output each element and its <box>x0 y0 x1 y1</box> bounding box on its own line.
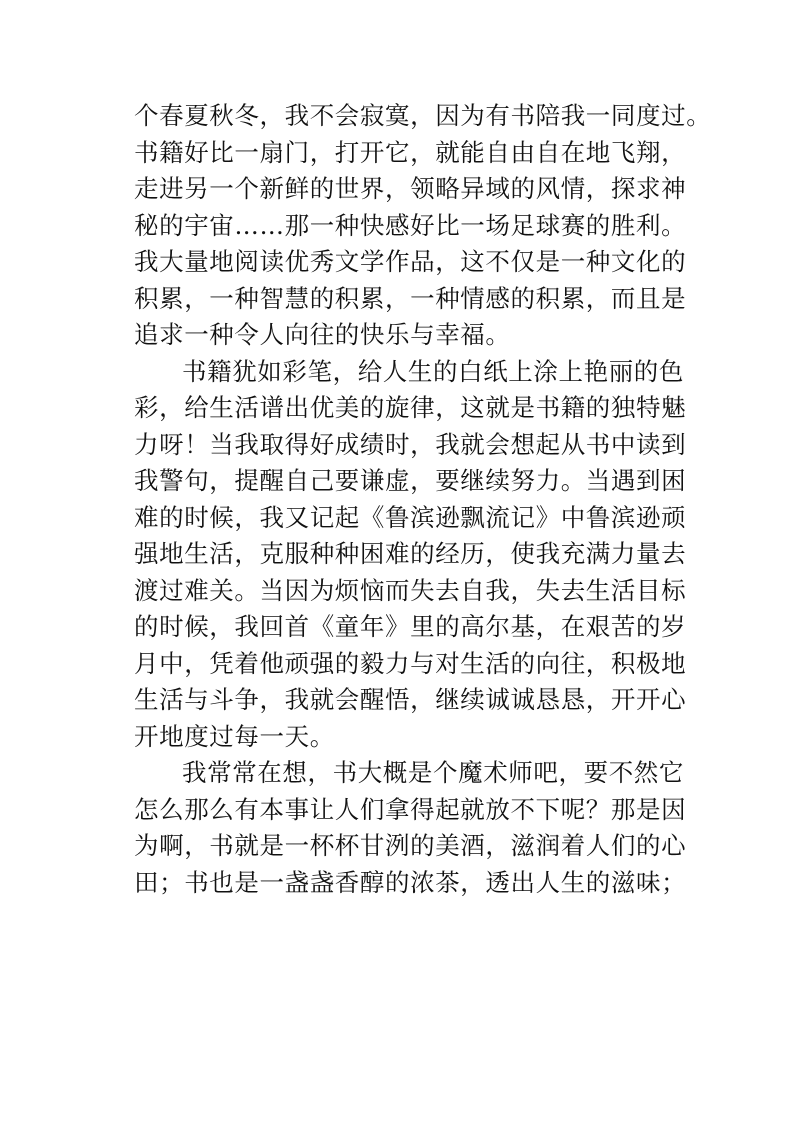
document-body <box>134 98 712 901</box>
text-line: 书籍好比一扇门，打开它，就能自由自在地飞翔， <box>134 137 687 167</box>
text-line: 难的时候，我又记起《鲁滨逊飘流记》中鲁滨逊顽 <box>134 502 687 532</box>
text-line: 怎么那么有本事让人们拿得起就放不下呢？那是因 <box>134 794 687 824</box>
text-line: 田；书也是一盏盏香醇的浓茶，透出人生的滋味； <box>134 867 687 897</box>
paragraph <box>134 98 712 354</box>
text-line: 月中，凭着他顽强的毅力与对生活的向往，积极地 <box>134 648 687 678</box>
text-line: 力呀！当我取得好成绩时，我就会想起从书中读到 <box>134 429 687 459</box>
text-line: 我常常在想，书大概是个魔术师吧，要不然它 <box>182 758 684 787</box>
paragraph <box>134 755 687 901</box>
text-line: 积累，一种智慧的积累，一种情感的积累，而且是 <box>134 283 687 313</box>
text-line: 追求一种令人向往的快乐与幸福。 <box>134 320 511 349</box>
text-line: 我大量地阅读优秀文学作品，这不仅是一种文化的 <box>134 247 687 276</box>
text-line: 我警句，提醒自己要谦虚，要继续努力。当遇到困 <box>134 466 687 495</box>
text-line: 为啊，书就是一杯杯甘洌的美酒，滋润着人们的心 <box>134 831 687 860</box>
text-line: 强地生活，克服种种困难的经历，使我充满力量去 <box>134 539 687 568</box>
text-line: 秘的宇宙……那一种快感好比一场足球赛的胜利。 <box>134 210 687 240</box>
paragraph <box>134 354 687 756</box>
text-line: 个春夏秋冬，我不会寂寞，因为有书陪我一同度过。 <box>134 101 712 130</box>
text-line: 生活与斗争，我就会醒悟，继续诚诚恳恳，开开心 <box>134 685 687 714</box>
text-line: 书籍犹如彩笔，给人生的白纸上涂上艳丽的色 <box>182 356 684 386</box>
text-line: 走进另一个新鲜的世界，领略异域的风情，探求神 <box>134 174 687 203</box>
text-line: 开地度过每一天。 <box>134 721 335 751</box>
text-line: 彩，给生活谱出优美的旋律，这就是书籍的独特魅 <box>134 393 687 422</box>
text-line: 的时候，我回首《童年》里的高尔基，在艰苦的岁 <box>134 612 687 641</box>
text-line: 渡过难关。当因为烦恼而失去自我，失去生活目标 <box>134 575 687 605</box>
